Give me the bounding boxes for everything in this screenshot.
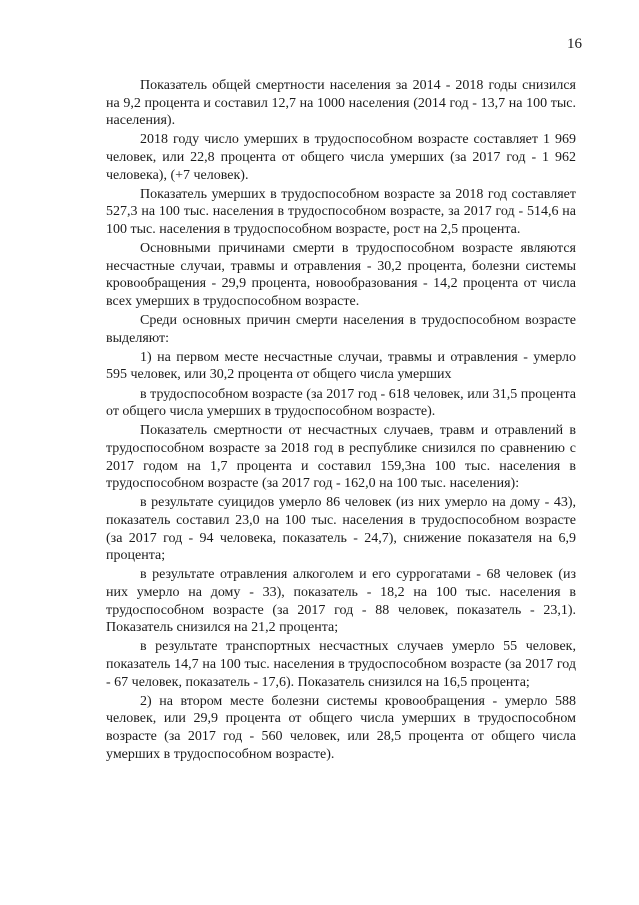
paragraph-working-age-rate: Показатель умерших в трудоспособном возрасте за 2018 год составляет 527,3 на 100 тыс. населения в трудоспособном возрасте, за 2017 год - 514,6 на 100 тыс. населения в трудоспособном возрасте, рост на 2,5 процента. (106, 186, 576, 237)
paragraph-main-causes: Основными причинами смерти в трудоспособном возрасте являются несчастные случаи, травмы и отравления - 30,2 процента, болезни системы кровообращения - 29,9 процента, новообразования - 14,2 процента от числа всех умерших в трудоспособном возрасте. (106, 241, 576, 309)
paragraph-accident-rate: Показатель смертности от несчастных случаев, травм и отравлений в трудоспособном возрасте за 2018 год в республике снизился по сравнению с 2017 годом на 1,7 процента и составил 159,3на 100 тыс. населения в трудоспособном возрасте (за 2017 год - 162,0 на 100 тыс. населения): (106, 423, 576, 492)
paragraph-working-age-deaths: 2018 году число умерших в трудоспособном возрасте составляет 1 969 человек, или 22,8 процента от общего числа умерших (за 2017 год - 1 962 человека), (+7 человек). (106, 132, 576, 183)
document-body (106, 77, 576, 765)
list-item-suicides: в результате суицидов умерло 86 человек (из них умерло на дому - 43), показатель составил 23,0 на 100 тыс. населения в трудоспособном возрасте (за 2017 год - 94 человека, показатель - 24,7), снижение показателя на 6,9 процента; (106, 495, 576, 564)
paragraph-accidents-continued: в трудоспособном возрасте (за 2017 год - 618 человек, или 31,5 процента от общего числа умерших в трудоспособном возрасте). (106, 386, 576, 420)
list-item-alcohol-poisoning: в результате отравления алкоголем и его суррогатами - 68 человек (из них умерло на дому - 33), показатель - 18,2 на 100 тыс. населения в трудоспособном возрасте (за 2017 год - 88 человек, показатель - 23,1). Показатель снизился на 21,2 процента; (106, 567, 576, 636)
paragraph-general-mortality: Показатель общей смертности населения за 2014 - 2018 годы снизился на 9,2 процента и составил 12,7 на 1000 населения (2014 год - 13,7 на 100 тыс. населения). (106, 78, 576, 129)
page-number: 16 (567, 36, 582, 52)
paragraph-causes-intro: Среди основных причин смерти населения в трудоспособном возрасте выделяют: (106, 313, 576, 346)
list-item-accidents: 1) на первом месте несчастные случаи, травмы и отравления - умерло 595 человек, или 30,2 процента от общего числа умерших (106, 349, 576, 383)
list-item-transport-accidents: в результате транспортных несчастных случаев умерло 55 человек, показатель 14,7 на 100 тыс. населения в трудоспособном возрасте (за 2017 год - 67 человек, показатель - 17,6). Показатель снизился на 16,5 процента; (106, 639, 576, 690)
list-item-circulatory-diseases: 2) на втором месте болезни системы кровообращения - умерло 588 человек, или 29,9 процента от общего числа умерших в трудоспособном возрасте (за 2017 год - 560 человек, или 28,5 процента от общего числа умерших в трудоспособном возрасте). (106, 693, 576, 762)
